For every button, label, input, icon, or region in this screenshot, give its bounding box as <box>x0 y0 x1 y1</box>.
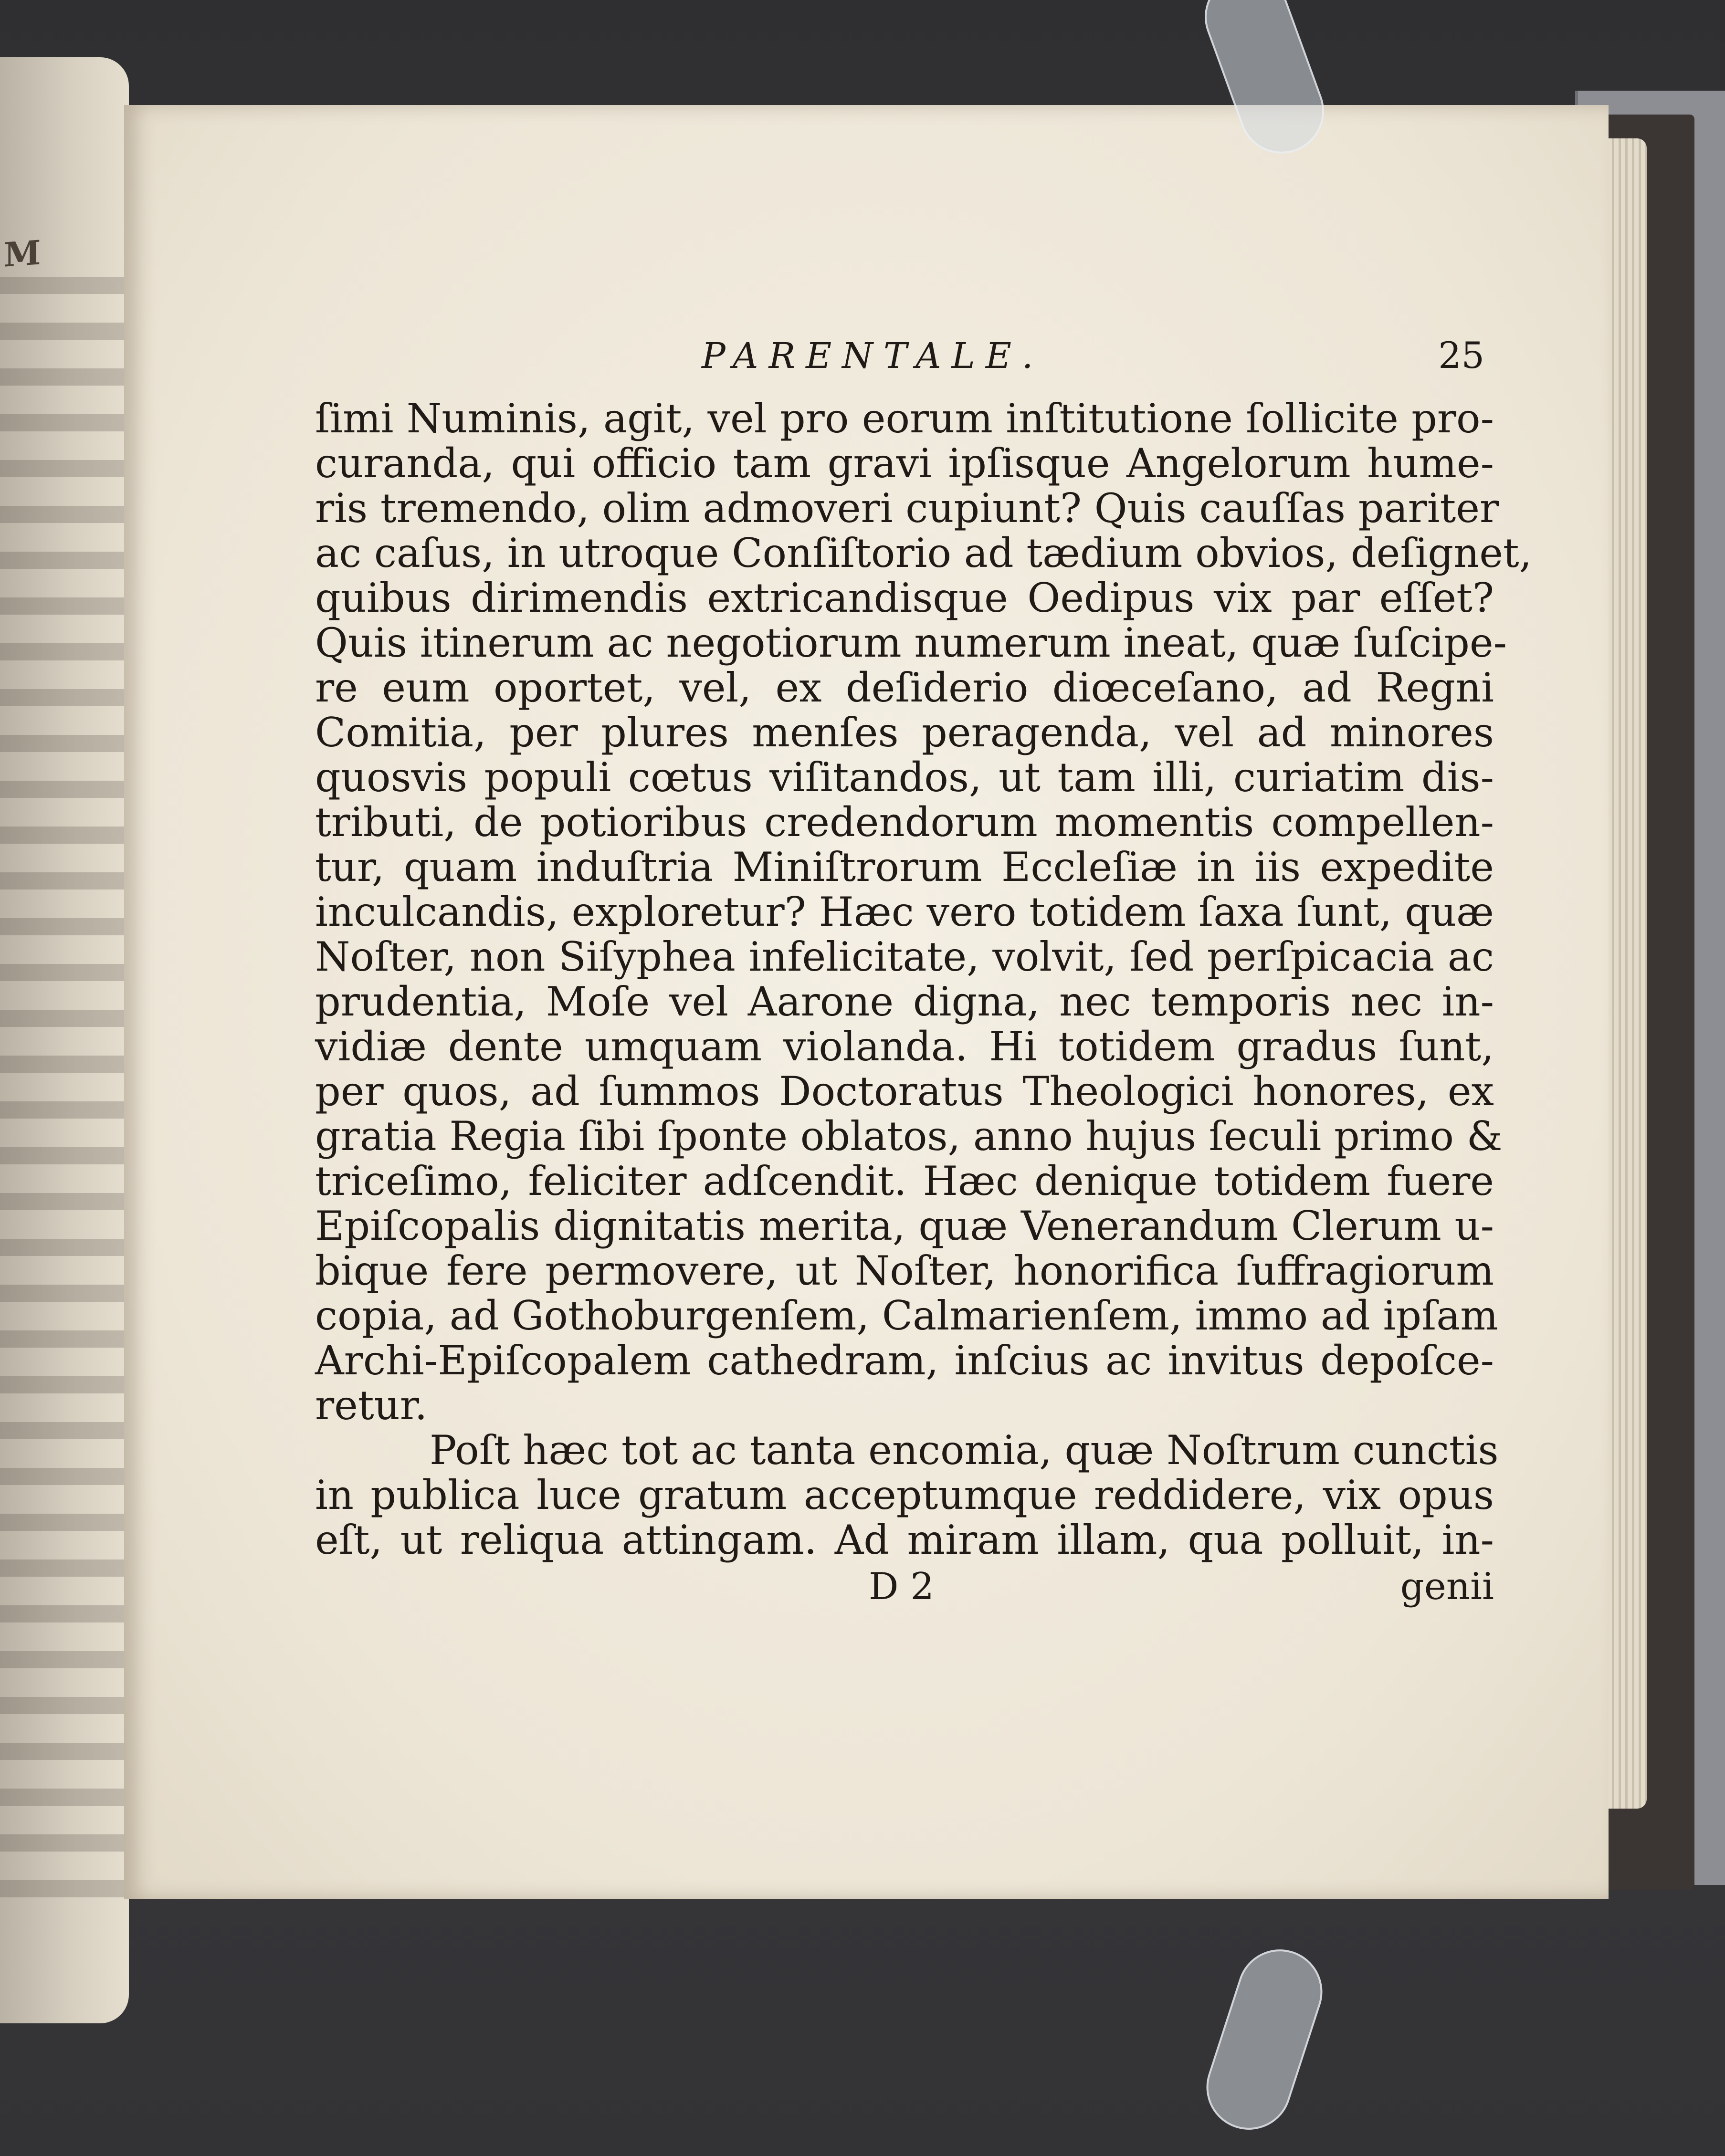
text-line: eſt, ut reliqua attingam. Ad miram illam, qua polluit, in- <box>315 1517 1494 1563</box>
running-head: PARENTALE. <box>702 335 1044 377</box>
book-page <box>124 105 1609 1899</box>
text-line: tur, quam induſtria Miniſtrorum Eccleſiæ in iis expedite <box>315 844 1494 890</box>
left-page-text-bleed <box>0 277 129 1899</box>
text-line: gratia Regia ſibi ſponte oblatos, anno hujus ſeculi primo & <box>315 1113 1503 1160</box>
text-line: Quis itinerum ac negotiorum numerum ineat, quæ ſuſcipe- <box>315 619 1507 666</box>
text-line: Epiſcopalis dignitatis merita, quæ Venerandum Clerum u- <box>315 1203 1494 1249</box>
text-line: tributi, de potioribus credendorum momentis compellen- <box>315 799 1494 846</box>
text-line: quosvis populi cœtus viſitandos, ut tam illi, curiatim dis- <box>315 754 1494 801</box>
text-line: curanda, qui officio tam gravi ipſisque Angelorum hume- <box>315 440 1494 487</box>
text-line: bique fere permovere, ut Noſter, honorifica ſuffragiorum <box>315 1247 1494 1294</box>
text-line: retur. <box>315 1382 428 1429</box>
text-line: vidiæ dente umquam violanda. Hi totidem gradus ſunt, <box>315 1023 1494 1070</box>
page-number: 25 <box>1438 334 1484 377</box>
text-line: prudentia, Moſe vel Aarone digna, nec temporis nec in- <box>315 978 1494 1025</box>
text-line: re eum oportet, vel, ex deſiderio diœceſano, ad Regni <box>315 664 1494 711</box>
text-line: ris tremendo, olim admoveri cupiunt? Quis cauſſas pariter <box>315 485 1499 532</box>
catchword: genii <box>1400 1565 1494 1608</box>
text-line: Noſter, non Siſyphea infelicitate, volvit, ſed perſpicacia ac <box>315 933 1494 980</box>
text-line: Poſt hæc tot ac tanta encomia, quæ Noſtrum cunctis <box>430 1427 1499 1474</box>
body-text <box>315 395 1532 1563</box>
text-line: Archi-Epiſcopalem cathedram, inſcius ac invitus depoſce- <box>315 1337 1494 1384</box>
left-running-fragment: M <box>4 232 41 275</box>
left-page-edge <box>0 57 129 2023</box>
page-text-block <box>315 334 1532 1608</box>
text-line: triceſimo, feliciter adſcendit. Hæc denique totidem fuere <box>315 1158 1494 1204</box>
text-line: inculcandis, exploretur? Hæc vero totidem ſaxa ſunt, quæ <box>315 889 1494 935</box>
page-footer <box>315 1565 1494 1608</box>
text-line: ſimi Numinis, agit, vel pro eorum inſtitutione ſollicite pro- <box>315 395 1494 442</box>
text-line: ac caſus, in utroque Conſiſtorio ad tædium obvios, deſignet, <box>315 530 1532 576</box>
signature-mark: D 2 <box>869 1565 934 1608</box>
page-header <box>702 334 1484 396</box>
text-line: Comitia, per plures menſes peragenda, vel ad minores <box>315 709 1494 756</box>
text-line: copia, ad Gothoburgenſem, Calmarienſem, immo ad ipſam <box>315 1292 1498 1339</box>
text-line: in publica luce gratum acceptumque reddidere, vix opus <box>315 1472 1494 1518</box>
text-line: per quos, ad ſummos Doctoratus Theologici honores, ex <box>315 1068 1494 1115</box>
text-line: quibus dirimendis extricandisque Oedipus vix par eſſet? <box>315 575 1494 621</box>
